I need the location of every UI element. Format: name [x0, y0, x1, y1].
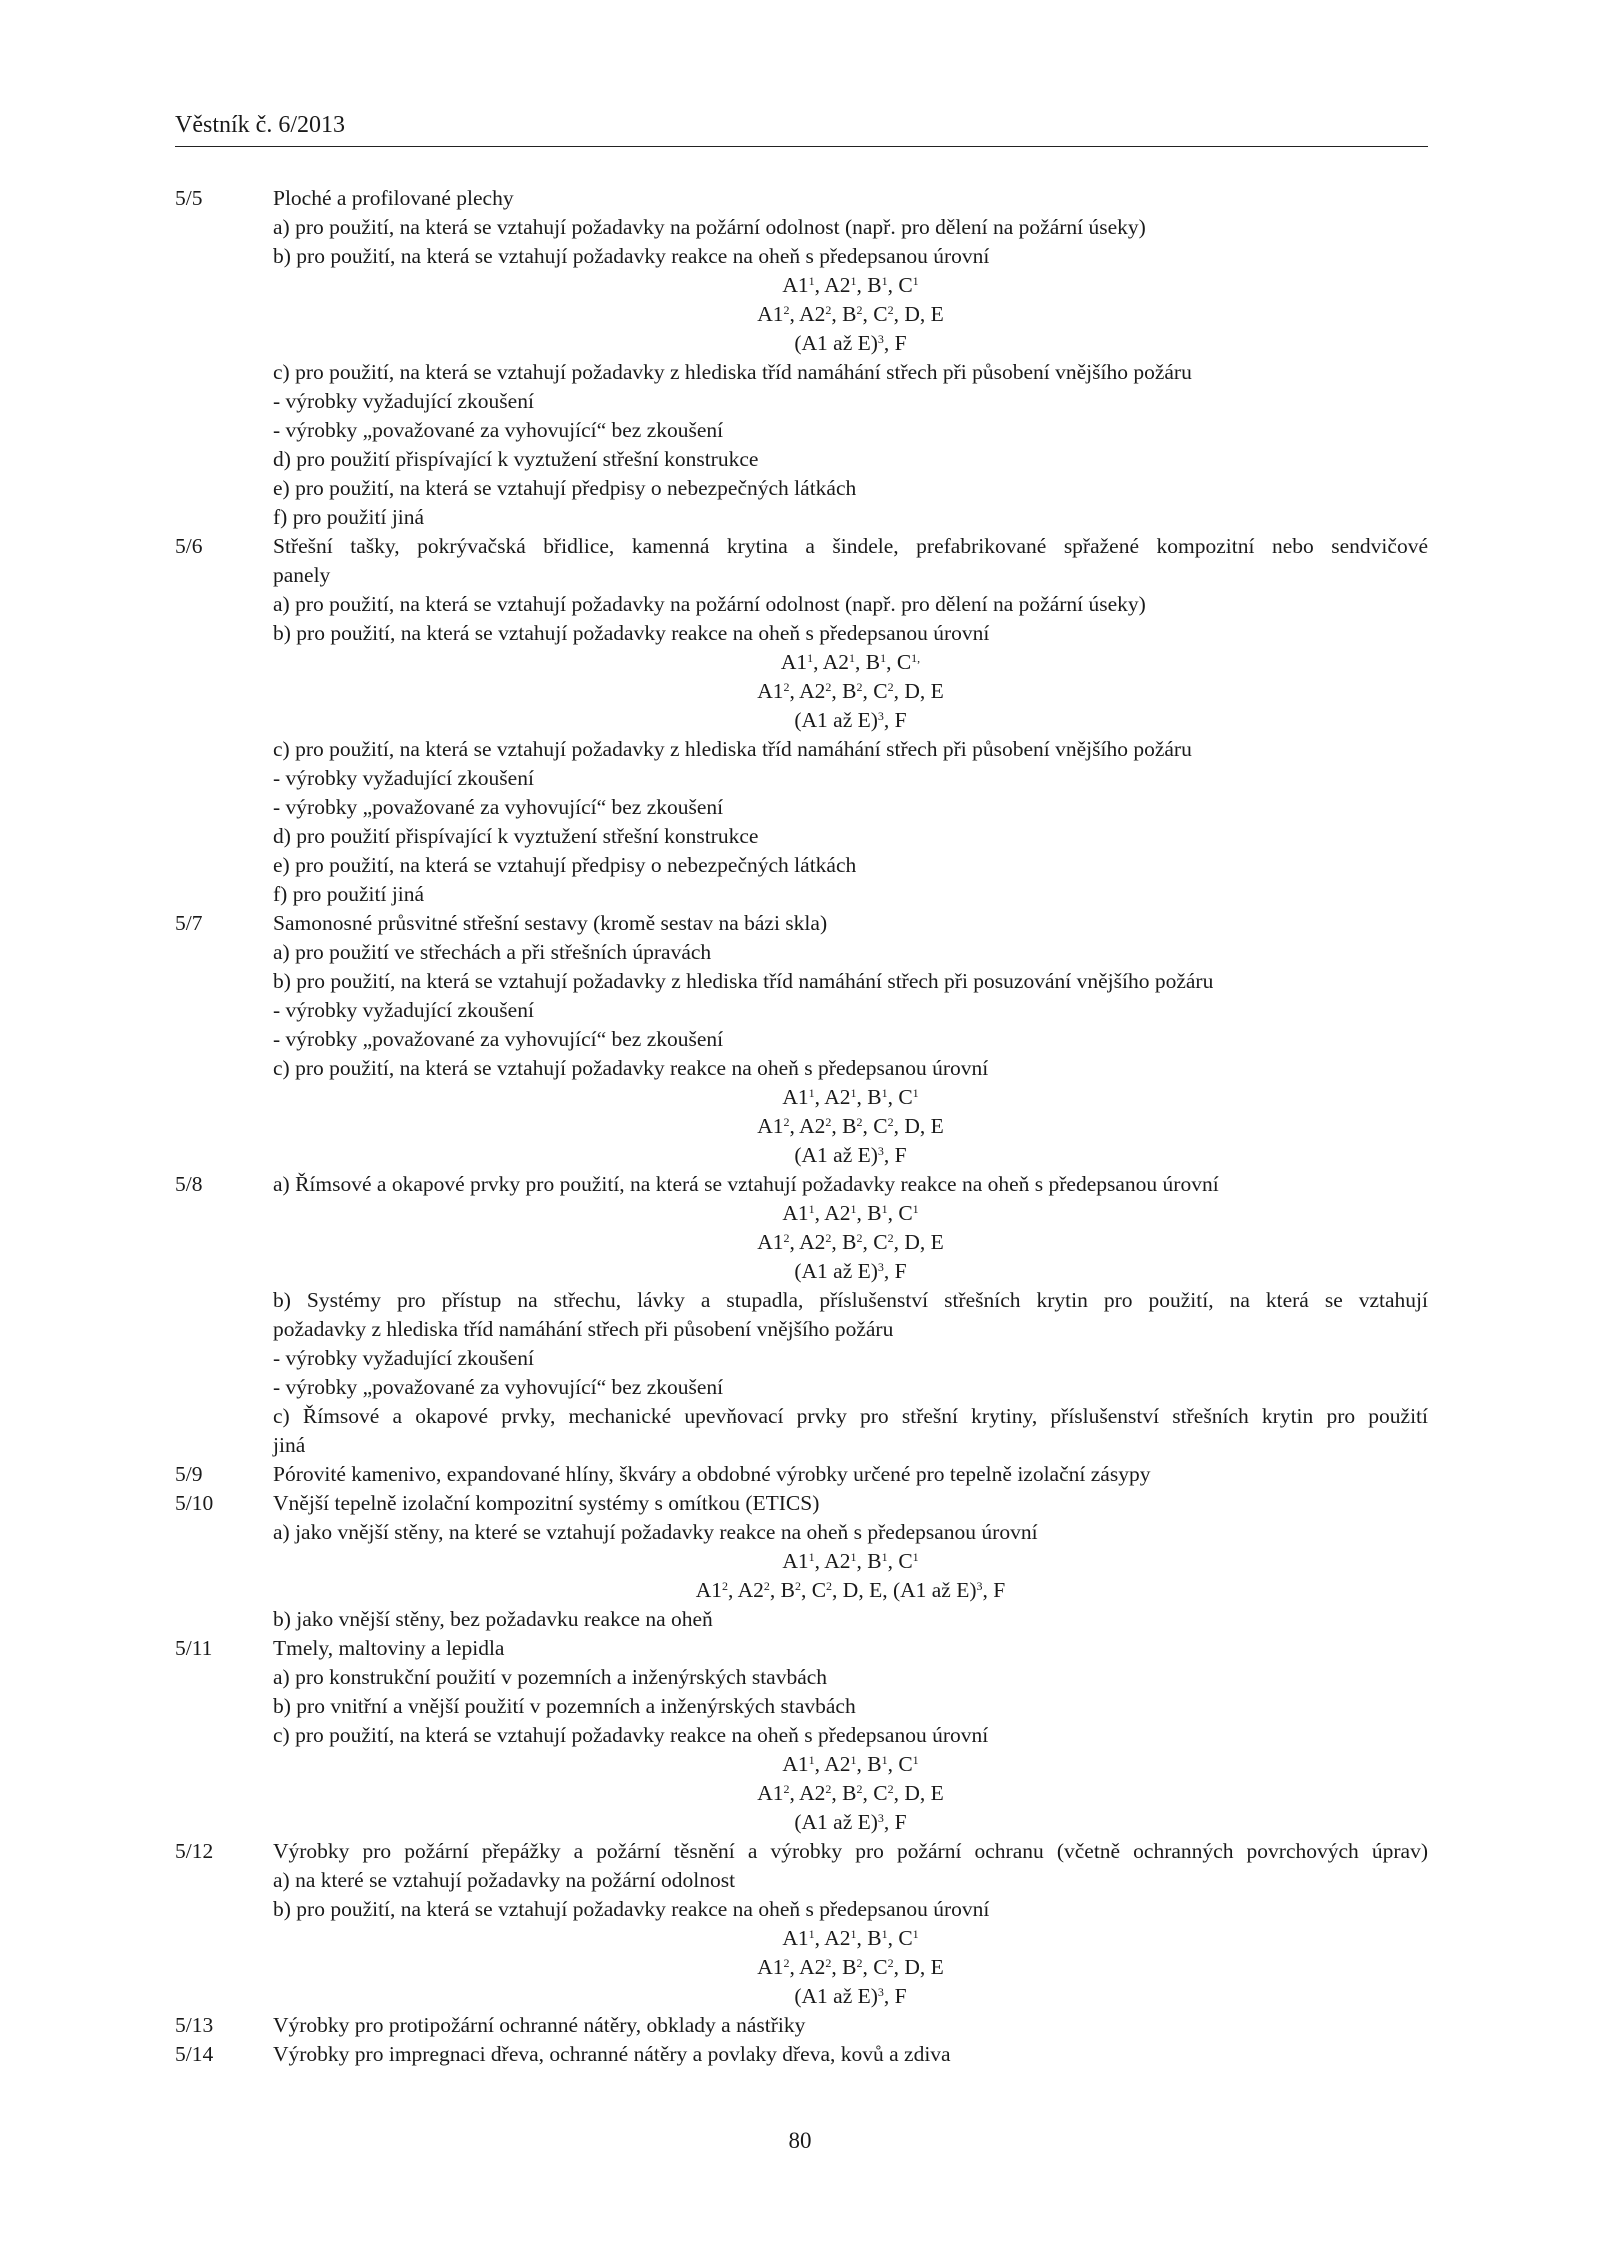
- document-line: [0, 822, 1600, 851]
- line-text: f) pro použití jiná: [273, 882, 425, 906]
- line-text-justified: b) Systémy pro přístup na střechu, lávky a stupadla, příslušenství střešních krytin pro použití, na která se vztahují: [273, 1288, 1428, 1312]
- line-text: b) pro použití, na která se vztahují požadavky reakce na oheň s předepsanou úrovní: [273, 621, 990, 645]
- line-text: - výrobky „považované za vyhovující“ bez zkoušení: [273, 418, 724, 442]
- line-text-justified: Střešní tašky, pokrývačská břidlice, kamenná krytina a šindele, prefabrikované spřažené kompozitní nebo sendvičové: [273, 534, 1428, 558]
- fire-class-line: $A1^1$, $A2^1$, $B^1$, $C^1$: [782, 1201, 919, 1225]
- document-line: [0, 967, 1600, 996]
- line-text: c) pro použití, na která se vztahují požadavky z hlediska tříd namáhání střech při působení vnějšího požáru: [273, 360, 1192, 384]
- document-line: [0, 532, 1600, 561]
- line-text: d) pro použití přispívající k vyztužení střešní konstrukce: [273, 824, 759, 848]
- line-text: e) pro použití, na která se vztahují předpisy o nebezpečných látkách: [273, 476, 857, 500]
- line-text: jiná: [273, 1433, 306, 1457]
- document-line: [0, 1576, 1600, 1605]
- document-line: [0, 1518, 1600, 1547]
- section-number: 5/5: [175, 186, 203, 210]
- line-text: b) pro použití, na která se vztahují požadavky z hlediska tříd namáhání střech při posuzování vnějšího požáru: [273, 969, 1214, 993]
- document-line: [0, 1228, 1600, 1257]
- line-text: Pórovité kamenivo, expandované hlíny, škváry a obdobné výrobky určené pro tepelně izolační zásypy: [273, 1462, 1151, 1486]
- fire-class-line: (A1 až E)$^3$, F: [794, 331, 907, 355]
- line-text: d) pro použití přispívající k vyztužení střešní konstrukce: [273, 447, 759, 471]
- document-line: [0, 503, 1600, 532]
- fire-class-line: $A1^1$, $A2^1$, $B^1$, $C^1$: [782, 1752, 919, 1776]
- document-line: [0, 1924, 1600, 1953]
- document-line: [0, 1431, 1600, 1460]
- line-text: b) pro použití, na která se vztahují požadavky reakce na oheň s předepsanou úrovní: [273, 244, 990, 268]
- document-line: [0, 1721, 1600, 1750]
- line-text: panely: [273, 563, 331, 587]
- document-line: [0, 1373, 1600, 1402]
- document-line: [0, 1605, 1600, 1634]
- fire-class-line: $A1^1$, $A2^1$, $B^1$, $C^1$: [782, 273, 919, 297]
- document-line: [0, 1402, 1600, 1431]
- section-number: 5/9: [175, 1462, 203, 1486]
- fire-class-line: $A1^1$, $A2^1$, $B^1$, $C^1$: [782, 1549, 919, 1573]
- line-text: e) pro použití, na která se vztahují předpisy o nebezpečných látkách: [273, 853, 857, 877]
- document-line: [0, 793, 1600, 822]
- document-line: [0, 184, 1600, 213]
- fire-class-line: (A1 až E)$^3$, F: [794, 708, 907, 732]
- document-line: [0, 1663, 1600, 1692]
- line-text: - výrobky vyžadující zkoušení: [273, 766, 534, 790]
- document-line: [0, 2040, 1600, 2069]
- document-line: [0, 1315, 1600, 1344]
- section-number: 5/7: [175, 911, 203, 935]
- fire-class-line: $A1^1$, $A2^1$, $B^1$, $C^1$: [782, 1085, 919, 1109]
- line-text: Výrobky pro protipožární ochranné nátěry, obklady a nástřiky: [273, 2013, 806, 2037]
- document-line: [0, 416, 1600, 445]
- line-text: b) pro vnitřní a vnější použití v pozemních a inženýrských stavbách: [273, 1694, 856, 1718]
- line-text: - výrobky „považované za vyhovující“ bez zkoušení: [273, 795, 724, 819]
- document-line: [0, 938, 1600, 967]
- line-text-justified: c) Římsové a okapové prvky, mechanické upevňovací prvky pro střešní krytiny, příslušenství střešních krytin pro použití: [273, 1404, 1428, 1428]
- fire-class-line: $A1^2$, $A2^2$, $B^2$, $C^2$, D, E, (A1 až E)$^3$, F: [695, 1578, 1006, 1602]
- fire-class-line: (A1 až E)$^3$, F: [794, 1984, 907, 2008]
- fire-class-line: $A1^2$, $A2^2$, $B^2$, $C^2$, D, E: [757, 1230, 944, 1254]
- section-number: 5/6: [175, 534, 203, 558]
- fire-class-line: (A1 až E)$^3$, F: [794, 1143, 907, 1167]
- document-line: [0, 1257, 1600, 1286]
- document-line: [0, 1895, 1600, 1924]
- document-line: [0, 1692, 1600, 1721]
- document-line: [0, 1547, 1600, 1576]
- document-line: [0, 764, 1600, 793]
- line-text: c) pro použití, na která se vztahují požadavky reakce na oheň s předepsanou úrovní: [273, 1056, 989, 1080]
- document-line: [0, 1199, 1600, 1228]
- document-line: [0, 1141, 1600, 1170]
- line-text: a) pro použití, na která se vztahují požadavky na požární odolnost (např. pro dělení na požární úseky): [273, 592, 1146, 616]
- document-line: [0, 271, 1600, 300]
- line-text: - výrobky vyžadující zkoušení: [273, 998, 534, 1022]
- document-line: [0, 300, 1600, 329]
- section-number: 5/14: [175, 2042, 214, 2066]
- document-line: [0, 619, 1600, 648]
- line-text: Tmely, maltoviny a lepidla: [273, 1636, 505, 1660]
- line-text: a) na které se vztahují požadavky na požární odolnost: [273, 1868, 736, 1892]
- page-number: 80: [788, 2128, 812, 2153]
- section-number: 5/11: [175, 1636, 213, 1660]
- document-line: [0, 880, 1600, 909]
- document-line: [0, 735, 1600, 764]
- line-text: a) jako vnější stěny, na které se vztahují požadavky reakce na oheň s předepsanou úrovní: [273, 1520, 1038, 1544]
- document-line: [0, 996, 1600, 1025]
- document-line: [0, 648, 1600, 677]
- line-text-justified: Výrobky pro požární přepážky a požární těsnění a výrobky pro požární ochranu (včetně ochranných povrchových úprav): [273, 1839, 1428, 1863]
- fire-class-line: $A1^2$, $A2^2$, $B^2$, $C^2$, D, E: [757, 302, 944, 326]
- document-line: [0, 1634, 1600, 1663]
- document-line: [0, 1779, 1600, 1808]
- document-line: [0, 387, 1600, 416]
- document-line: [0, 1083, 1600, 1112]
- fire-class-line: (A1 až E)$^3$, F: [794, 1259, 907, 1283]
- document-line: [0, 1866, 1600, 1895]
- document-line: [0, 213, 1600, 242]
- fire-class-line: $A1^2$, $A2^2$, $B^2$, $C^2$, D, E: [757, 1955, 944, 1979]
- line-text: b) pro použití, na která se vztahují požadavky reakce na oheň s předepsanou úrovní: [273, 1897, 990, 1921]
- line-text: a) pro použití, na která se vztahují požadavky na požární odolnost (např. pro dělení na požární úseky): [273, 215, 1146, 239]
- section-number: 5/8: [175, 1172, 203, 1196]
- line-text: - výrobky vyžadující zkoušení: [273, 389, 534, 413]
- document-line: [0, 851, 1600, 880]
- document-line: [0, 358, 1600, 387]
- line-text: Ploché a profilované plechy: [273, 186, 514, 210]
- document-line: [0, 1750, 1600, 1779]
- line-text: Samonosné průsvitné střešní sestavy (kromě sestav na bázi skla): [273, 911, 828, 935]
- line-text: f) pro použití jiná: [273, 505, 425, 529]
- document-line: [0, 1982, 1600, 2011]
- line-text: Vnější tepelně izolační kompozitní systémy s omítkou (ETICS): [273, 1491, 820, 1515]
- document-line: [0, 1286, 1600, 1315]
- document-line: [0, 2011, 1600, 2040]
- fire-class-line: $A1^1$, $A2^1$, $B^1$, $C^1$: [782, 1926, 919, 1950]
- document-line: [0, 1025, 1600, 1054]
- section-number: 5/10: [175, 1491, 214, 1515]
- line-text: - výrobky „považované za vyhovující“ bez zkoušení: [273, 1027, 724, 1051]
- document-line: [0, 1344, 1600, 1373]
- fire-class-line: $A1^2$, $A2^2$, $B^2$, $C^2$, D, E: [757, 1114, 944, 1138]
- line-text: - výrobky „považované za vyhovující“ bez zkoušení: [273, 1375, 724, 1399]
- document-line: [0, 1953, 1600, 1982]
- page-header-title: Věstník č. 6/2013: [175, 112, 345, 138]
- document-line: [0, 561, 1600, 590]
- document-line: [0, 677, 1600, 706]
- document-line: [0, 1112, 1600, 1141]
- fire-class-line: $A1^2$, $A2^2$, $B^2$, $C^2$, D, E: [757, 679, 944, 703]
- document-line: [0, 1460, 1600, 1489]
- line-text: c) pro použití, na která se vztahují požadavky reakce na oheň s předepsanou úrovní: [273, 1723, 989, 1747]
- line-text: Výrobky pro impregnaci dřeva, ochranné nátěry a povlaky dřeva, kovů a zdiva: [273, 2042, 951, 2066]
- document-line: [0, 445, 1600, 474]
- document-line: [0, 706, 1600, 735]
- line-text: a) Římsové a okapové prvky pro použití, na která se vztahují požadavky reakce na oheň s předepsanou úrovní: [273, 1172, 1219, 1196]
- line-text: a) pro konstrukční použití v pozemních a inženýrských stavbách: [273, 1665, 828, 1689]
- line-text: a) pro použití ve střechách a při střešních úpravách: [273, 940, 712, 964]
- document-line: [0, 909, 1600, 938]
- document-line: [0, 1170, 1600, 1199]
- document-line: [0, 1054, 1600, 1083]
- line-text: c) pro použití, na která se vztahují požadavky z hlediska tříd namáhání střech při působení vnějšího požáru: [273, 737, 1192, 761]
- fire-class-line: $A1^1$, $A2^1$, $B^1$, $C^{1,}$: [780, 650, 921, 674]
- document-line: [0, 1489, 1600, 1518]
- document-line: [0, 474, 1600, 503]
- section-number: 5/13: [175, 2013, 214, 2037]
- document-line: [0, 242, 1600, 271]
- line-text: požadavky z hlediska tříd namáhání střech při působení vnějšího požáru: [273, 1317, 894, 1341]
- document-line: [0, 1808, 1600, 1837]
- document-line: [0, 329, 1600, 358]
- fire-class-line: (A1 až E)$^3$, F: [794, 1810, 907, 1834]
- document-body: [0, 184, 1600, 2069]
- section-number: 5/12: [175, 1839, 214, 1863]
- header-rule: [175, 146, 1428, 147]
- line-text: - výrobky vyžadující zkoušení: [273, 1346, 534, 1370]
- fire-class-line: $A1^2$, $A2^2$, $B^2$, $C^2$, D, E: [757, 1781, 944, 1805]
- line-text: b) jako vnější stěny, bez požadavku reakce na oheň: [273, 1607, 713, 1631]
- document-line: [0, 1837, 1600, 1866]
- document-line: [0, 590, 1600, 619]
